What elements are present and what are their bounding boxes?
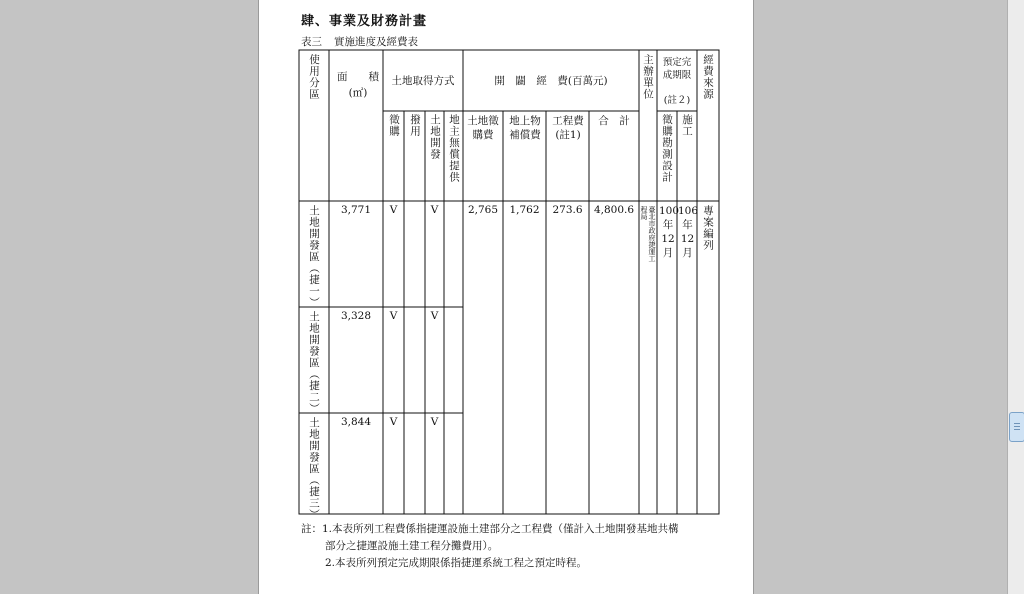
header-cost-land-acquisition: 土地徵購費 — [467, 115, 499, 141]
row2-expropriation: V — [389, 310, 398, 322]
header-cost-construction-note: (註1) — [555, 129, 581, 141]
row1-fund-source: 專案編列 — [702, 205, 714, 251]
row1-area: 3,771 — [340, 204, 372, 216]
row1-cost-total: 4,800.6 — [593, 204, 635, 216]
row2-land-development: V — [430, 310, 439, 322]
row1-land-development: V — [430, 204, 439, 216]
header-cost-compensation: 地上物補償費 — [509, 115, 541, 141]
header-cost-total: 合 計 — [598, 115, 630, 127]
document-page — [258, 0, 754, 594]
note1-line2: 部分之捷運設施土建工程分攤費用）。 — [325, 540, 499, 552]
row3-expropriation: V — [389, 416, 398, 428]
note1-line1: 註：1.本表所列工程費係指捷運設施土建部分之工程費（僅計入土地開發基地共構 — [301, 523, 679, 535]
header-zone: 使用分區 — [308, 54, 320, 100]
table-title: 實施進度及經費表 — [334, 36, 418, 48]
header-area: 面 積 — [337, 71, 379, 83]
note2: 2.本表所列預定完成期限係指捷運系統工程之預定時程。 — [325, 557, 588, 569]
row2-area: 3,328 — [340, 310, 372, 322]
row2-zone: 土地開發區（捷二） — [308, 311, 320, 415]
header-fund-source: 經費來源 — [702, 54, 714, 100]
table-label: 表三 — [301, 36, 322, 48]
header-development-cost: 開 闢 經 費(百萬元) — [494, 75, 608, 87]
row1-cost-compensation: 1,762 — [509, 204, 540, 216]
row3-land-development: V — [430, 416, 439, 428]
row1-schedule-construction: 106年12月 — [678, 205, 699, 259]
header-method-land-development: 土地開發 — [429, 114, 441, 160]
row1-expropriation: V — [389, 204, 398, 216]
row1-cost-construction: 273.6 — [552, 204, 583, 216]
header-land-acquisition: 土地取得方式 — [391, 75, 455, 87]
header-method-expropriation: 徵購 — [388, 114, 400, 137]
header-schedule: 預定完成期限 — [662, 57, 692, 81]
header-schedule-construction: 施工 — [681, 114, 693, 137]
header-organizer: 主辦單位 — [642, 54, 654, 100]
row1-organizer: 臺北市政府捷運工程局 — [640, 206, 656, 262]
row1-zone: 土地開發區（捷一） — [308, 205, 320, 309]
table-grid — [259, 0, 753, 594]
vertical-scrollbar[interactable] — [1007, 0, 1024, 594]
header-area-unit: (㎡) — [348, 87, 368, 99]
header-method-free-donation: 地主無償提供 — [448, 114, 460, 183]
section-heading: 肆、事業及財務計畫 — [301, 14, 428, 29]
header-schedule-note: (註２) — [663, 95, 691, 106]
table-notes — [301, 521, 679, 572]
header-cost-construction: 工程費 — [552, 115, 584, 127]
row3-zone: 土地開發區（捷三） — [308, 417, 320, 521]
row1-cost-land: 2,765 — [467, 204, 499, 216]
header-schedule-survey: 徵購勘測設計 — [661, 114, 673, 183]
row1-schedule-survey: 100年12月 — [659, 205, 680, 259]
header-method-allocation: 撥用 — [409, 114, 421, 137]
row3-area: 3,844 — [340, 416, 372, 428]
scrollbar-thumb[interactable] — [1009, 412, 1024, 442]
